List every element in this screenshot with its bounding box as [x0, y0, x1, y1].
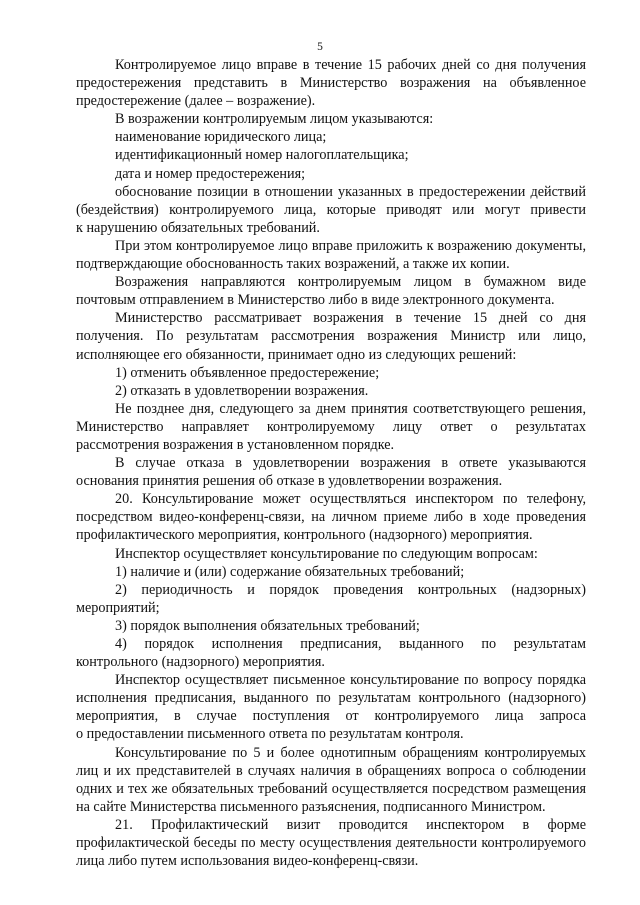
- text-line: получения. По результатам рассмотрения возражения Министр или лицо,: [76, 328, 586, 345]
- text-line: лица либо путем использования видео-конференц-связи.: [76, 853, 419, 870]
- text-line: (бездействия) контролируемого лица, которые приводят или могут привести: [76, 201, 586, 218]
- text-line: 21. Профилактический визит проводится инспектором в форме: [115, 816, 586, 833]
- text-line: подтверждающие обоснованность таких возражений, а также их копии.: [76, 256, 510, 273]
- text-line: Не позднее дня, следующего за днем принятия соответствующего решения,: [115, 400, 586, 417]
- text-line: В случае отказа в удовлетворении возражения в ответе указываются: [115, 455, 586, 472]
- text-line: 2) периодичность и порядок проведения контрольных (надзорных): [115, 581, 586, 598]
- text-line: Консультирование по 5 и более однотипным обращениям контролируемых: [115, 744, 586, 761]
- text-line: Контролируемое лицо вправе в течение 15 рабочих дней со дня получения: [115, 57, 586, 73]
- text-line: почтовым отправлением в Министерство либо в виде электронного документа.: [76, 292, 555, 309]
- text-line: лиц и их представителей в случаях наличия в обращениях вопроса о соблюдении: [76, 762, 586, 779]
- text-line: обоснование позиции в отношении указанных в предостережении действий: [115, 183, 586, 200]
- text-line: профилактического мероприятия, контрольного (надзорного) мероприятия.: [76, 527, 533, 544]
- text-line: предостережение (далее – возражение).: [76, 93, 316, 110]
- text-line: исполнения предписания, выданного по результатам контрольного (надзорного): [76, 690, 586, 707]
- text-line: 1) наличие и (или) содержание обязательных требований;: [115, 563, 465, 580]
- text-line: идентификационный номер налогоплательщика;: [115, 147, 409, 164]
- text-line: 3) порядок выполнения обязательных требований;: [115, 617, 420, 634]
- text-line: предостережения представить в Министерство возражения на объявленное: [76, 75, 586, 92]
- text-line: Министерство направляет контролируемому лицу ответ о результатах: [76, 418, 586, 435]
- text-line: В возражении контролируемым лицом указываются:: [115, 111, 434, 128]
- text-line: Инспектор осуществляет письменное консультирование по вопросу порядка: [115, 672, 586, 689]
- text-line: мероприятия, в случае поступления от контролируемого лица запроса: [76, 708, 586, 725]
- text-line: 20. Консультирование может осуществляться инспектором по телефону,: [115, 491, 586, 508]
- text-line: рассмотрения возражения в установленном порядке.: [76, 436, 395, 453]
- text-line: 1) отменить объявленное предостережение;: [115, 364, 380, 381]
- text-line: Возражения направляются контролируемым лицом в бумажном виде: [115, 274, 586, 291]
- text-line: дата и номер предостережения;: [115, 165, 306, 182]
- text-line: о предоставлении письменного ответа по результатам контроля.: [76, 726, 464, 743]
- text-line: на сайте Министерства письменного разъяснения, подписанного Министром.: [76, 798, 546, 815]
- text-line: посредством видео-конференц-связи, на личном приеме либо в ходе проведения: [76, 509, 586, 526]
- text-line: одних и тех же обязательных требований осуществляется посредством размещения: [76, 780, 586, 797]
- text-line: мероприятий;: [76, 599, 160, 616]
- text-line: основания принятия решения об отказе в удовлетворении возражения.: [76, 473, 503, 490]
- page-number: 5: [317, 41, 323, 53]
- text-line: к нарушению обязательных требований.: [76, 219, 320, 236]
- text-line: 4) порядок исполнения предписания, выданного по результатам: [115, 636, 586, 652]
- text-line: наименование юридического лица;: [115, 129, 327, 146]
- text-line: Министерство рассматривает возражения в течение 15 дней со дня: [115, 310, 586, 327]
- text-line: Инспектор осуществляет консультирование по следующим вопросам:: [115, 545, 538, 562]
- text-line: исполняющее его обязанности, принимает одно из следующих решений:: [76, 346, 517, 363]
- document-body: [76, 56, 586, 870]
- text-line: При этом контролируемое лицо вправе приложить к возражению документы,: [115, 237, 586, 254]
- text-line: профилактической беседы по месту осуществления деятельности контролируемого: [76, 835, 586, 852]
- text-line: контрольного (надзорного) мероприятия.: [76, 654, 325, 671]
- text-line: 2) отказать в удовлетворении возражения.: [115, 382, 369, 399]
